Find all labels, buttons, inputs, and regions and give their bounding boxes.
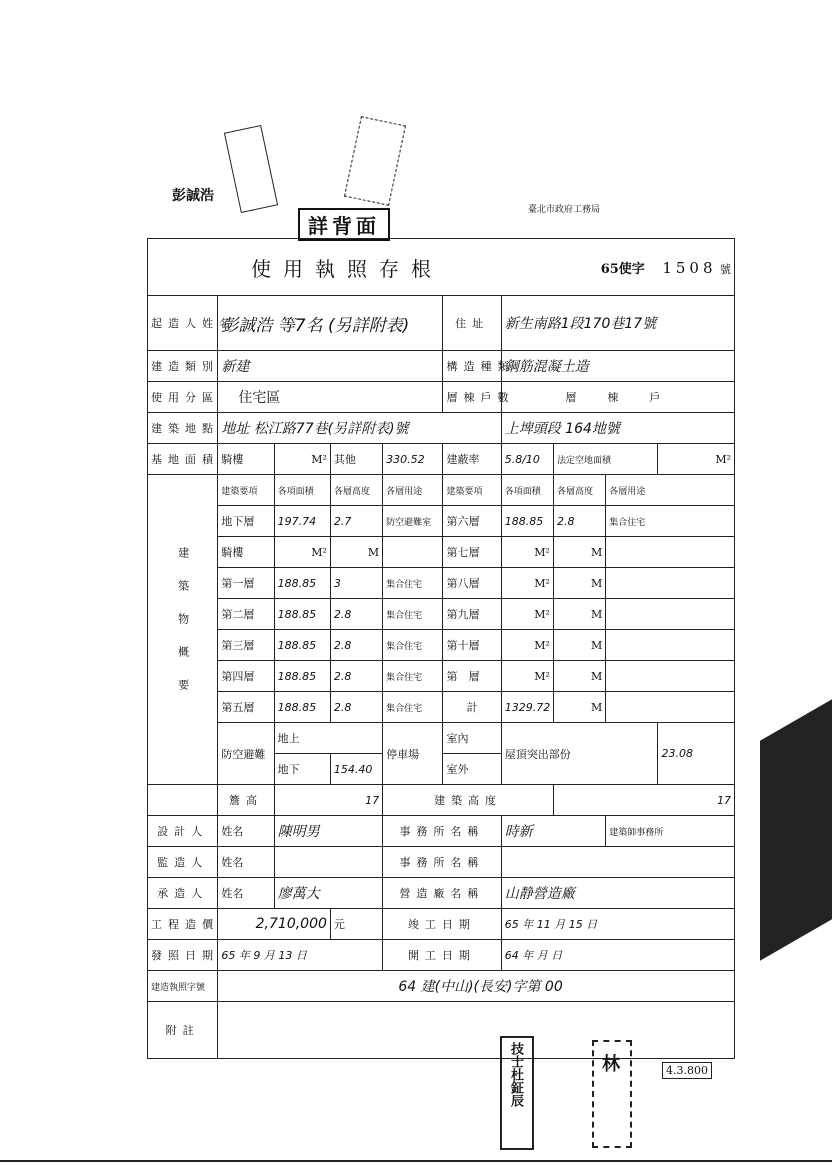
check-stamp-2: [344, 116, 406, 206]
category-value: 新建: [218, 351, 443, 382]
floor-use: [606, 537, 735, 568]
floor-use: 集合住宅: [383, 692, 443, 723]
site-label: 建築地點: [148, 413, 218, 444]
firm-label: 營造廠名稱: [383, 878, 502, 909]
roof-value: 23.08: [658, 723, 735, 785]
floor-area: 197.74: [274, 506, 330, 537]
designer-name: 陳明男: [274, 816, 383, 847]
col-item-right: 建築要項: [443, 475, 501, 506]
floor-name: 第二層: [218, 599, 274, 630]
col-height-left: 各層高度: [330, 475, 382, 506]
building-height-label: 建築高度: [383, 785, 554, 816]
floor-name: 第四層: [218, 661, 274, 692]
floor-row: [148, 506, 735, 537]
parking-label: 停車場: [383, 723, 443, 785]
floor-area-unit: M²: [501, 599, 553, 630]
floor-name: 第三層: [218, 630, 274, 661]
floor-name: 第八層: [443, 568, 501, 599]
check-stamp: [224, 125, 278, 213]
shelter-label: 防空避難: [218, 723, 274, 785]
cost-unit: 元: [330, 909, 382, 940]
floor-name: 第七層: [443, 537, 501, 568]
shelter-below-value: 154.40: [330, 754, 382, 785]
site-lot: 上埤頭段 164地號: [501, 413, 734, 444]
floor-area: 188.85: [501, 506, 553, 537]
floor-row: [148, 692, 735, 723]
approver-stamp-text: 林: [602, 1054, 620, 1075]
building-summary-label: 建築物概要: [148, 475, 218, 785]
form-title: 使用執照存根: [251, 256, 443, 281]
floor-area-unit: M²: [501, 661, 553, 692]
floor-name: 第一層: [218, 568, 274, 599]
site-address: 地址 松江路77巷(另詳附表)號: [218, 413, 501, 444]
cost-label: 工程造價: [148, 909, 218, 940]
structure-label: 構造種類: [443, 351, 501, 382]
shelter-below-label: 地下: [274, 754, 330, 785]
firm-name: 山静營造廠: [501, 878, 734, 909]
designer-office: 時新: [501, 816, 606, 847]
structure-value: 鋼筋混凝土造: [501, 351, 734, 382]
floor-row: [148, 537, 735, 568]
floor-area-unit: M²: [274, 537, 330, 568]
designer-label: 設計人: [148, 816, 218, 847]
license-number: 1508: [662, 258, 717, 277]
floor-name: 第十層: [443, 630, 501, 661]
roof-label: 屋頂突出部份: [501, 723, 658, 785]
floor-area-unit: M²: [501, 568, 553, 599]
floor-row: [148, 599, 735, 630]
permit-label: 建造執照字號: [148, 971, 218, 1002]
floor-area: 188.85: [274, 630, 330, 661]
back-stamp: 詳背面: [298, 208, 390, 241]
floor-use: [606, 692, 735, 723]
open-space-unit: M²: [658, 444, 735, 475]
office-stamp: 臺北市政府工務局: [528, 205, 601, 215]
floor-height: 2.8: [330, 692, 382, 723]
bottom-edge-line: [0, 1160, 832, 1162]
floor-name: 第五層: [218, 692, 274, 723]
supervisor-name-label: 姓名: [218, 847, 274, 878]
floor-use: 集合住宅: [383, 599, 443, 630]
floor-row: [148, 630, 735, 661]
license-stub-form: [147, 238, 735, 1059]
floor-name: 地下層: [218, 506, 274, 537]
zone-label: 使用分區: [148, 382, 218, 413]
floors-label: 層棟戶數: [443, 382, 501, 413]
floor-name: 第 層: [443, 661, 501, 692]
floor-height-unit: M: [553, 661, 605, 692]
category-label: 建造類別: [148, 351, 218, 382]
right-edge-shadow: [760, 699, 832, 961]
floor-use: 集合住宅: [383, 630, 443, 661]
supervisor-office-label: 事務所名稱: [383, 847, 502, 878]
floor-area: 188.85: [274, 568, 330, 599]
floor-area: 188.85: [274, 692, 330, 723]
floor-height: 2.8: [553, 506, 605, 537]
technician-stamp-text: 技士杜鉦辰: [508, 1042, 523, 1107]
coverage-value: 5.8/10: [501, 444, 553, 475]
finish-date-label: 竣工日期: [383, 909, 502, 940]
parking-outdoor-label: 室外: [443, 754, 501, 785]
floor-height: 2.8: [330, 630, 382, 661]
floor-height-unit: M: [553, 599, 605, 630]
other-label: 其他: [330, 444, 382, 475]
eaves-value: 17: [274, 785, 383, 816]
shelter-above-label: 地上: [274, 723, 383, 754]
floor-height-unit: M: [553, 568, 605, 599]
floor-name: 第六層: [443, 506, 501, 537]
license-number-label: 65使字: [600, 261, 645, 277]
floor-use: 集合住宅: [383, 661, 443, 692]
arcade-label: 騎樓: [218, 444, 274, 475]
contractor-name-label: 姓名: [218, 878, 274, 909]
floor-height: 2.7: [330, 506, 382, 537]
supervisor-label: 監造人: [148, 847, 218, 878]
parking-indoor-label: 室內: [443, 723, 501, 754]
floor-use: [383, 537, 443, 568]
finish-date: 65 年 11 月 15 日: [501, 909, 734, 940]
floor-use: [606, 630, 735, 661]
builder-value: 彭誠浩 等7名 (另詳附表): [218, 296, 443, 351]
note-label: 附註: [148, 1002, 218, 1059]
floor-use: 集合住宅: [383, 568, 443, 599]
floor-use: [606, 661, 735, 692]
col-use-left: 各層用途: [383, 475, 443, 506]
floor-area-total: 1329.72: [501, 692, 553, 723]
floor-height-unit: M: [330, 537, 382, 568]
col-area-right: 各項面積: [501, 475, 553, 506]
address-label: 住址: [443, 296, 501, 351]
floor-area-unit: M²: [501, 630, 553, 661]
coverage-label: 建蔽率: [443, 444, 501, 475]
date-stamp: 4.3.800: [662, 1062, 712, 1079]
col-area-left: 各項面積: [274, 475, 330, 506]
owner-stamp: 彭誠浩: [172, 188, 214, 204]
license-number-suffix: 號: [720, 262, 731, 276]
floors-value: 層 棟 戶: [501, 382, 734, 413]
floor-use: [606, 599, 735, 630]
floor-row: [148, 568, 735, 599]
floor-area: 188.85: [274, 599, 330, 630]
architect-office-label: 建築師事務所: [606, 816, 735, 847]
floor-use: 防空避難室: [383, 506, 443, 537]
start-date: 64 年 月 日: [501, 940, 734, 971]
floor-height-unit: M: [553, 630, 605, 661]
other-value: 330.52: [383, 444, 443, 475]
floor-name: 計: [443, 692, 501, 723]
floor-name: 騎樓: [218, 537, 274, 568]
issue-date-label: 發照日期: [148, 940, 218, 971]
cost-value: 2,710,000: [218, 909, 331, 940]
eaves-label: 簷高: [218, 785, 274, 816]
arcade-unit: M²: [274, 444, 330, 475]
open-space-label: 法定空地面積: [553, 444, 658, 475]
start-date-label: 開工日期: [383, 940, 502, 971]
building-height-value: 17: [553, 785, 734, 816]
col-item-left: 建築要項: [218, 475, 274, 506]
approver-stamp: [592, 1040, 632, 1148]
floor-area-unit: M²: [501, 537, 553, 568]
floor-height: 3: [330, 568, 382, 599]
contractor-name: 廖萬大: [274, 878, 383, 909]
floor-height-unit: M: [553, 537, 605, 568]
issue-date: 65 年 9 月 13 日: [218, 940, 383, 971]
technician-stamp: [500, 1036, 534, 1150]
floor-use: 集合住宅: [606, 506, 735, 537]
col-use-right: 各層用途: [606, 475, 735, 506]
contractor-label: 承造人: [148, 878, 218, 909]
floor-height-unit: M: [553, 692, 605, 723]
floor-area: 188.85: [274, 661, 330, 692]
floor-name: 第九層: [443, 599, 501, 630]
col-height-right: 各層高度: [553, 475, 605, 506]
address-value: 新生南路1段170巷17號: [501, 296, 734, 351]
floor-height: 2.8: [330, 599, 382, 630]
floor-use: [606, 568, 735, 599]
designer-office-label: 事務所名稱: [383, 816, 502, 847]
zone-value: 住宅區: [218, 382, 443, 413]
area-label: 基地面積: [148, 444, 218, 475]
floor-height: 2.8: [330, 661, 382, 692]
floor-row: [148, 661, 735, 692]
designer-name-label: 姓名: [218, 816, 274, 847]
permit-number: 64 建(中山)(長安)字第 00: [218, 971, 735, 1002]
builder-label: 起造人姓名: [148, 296, 218, 351]
